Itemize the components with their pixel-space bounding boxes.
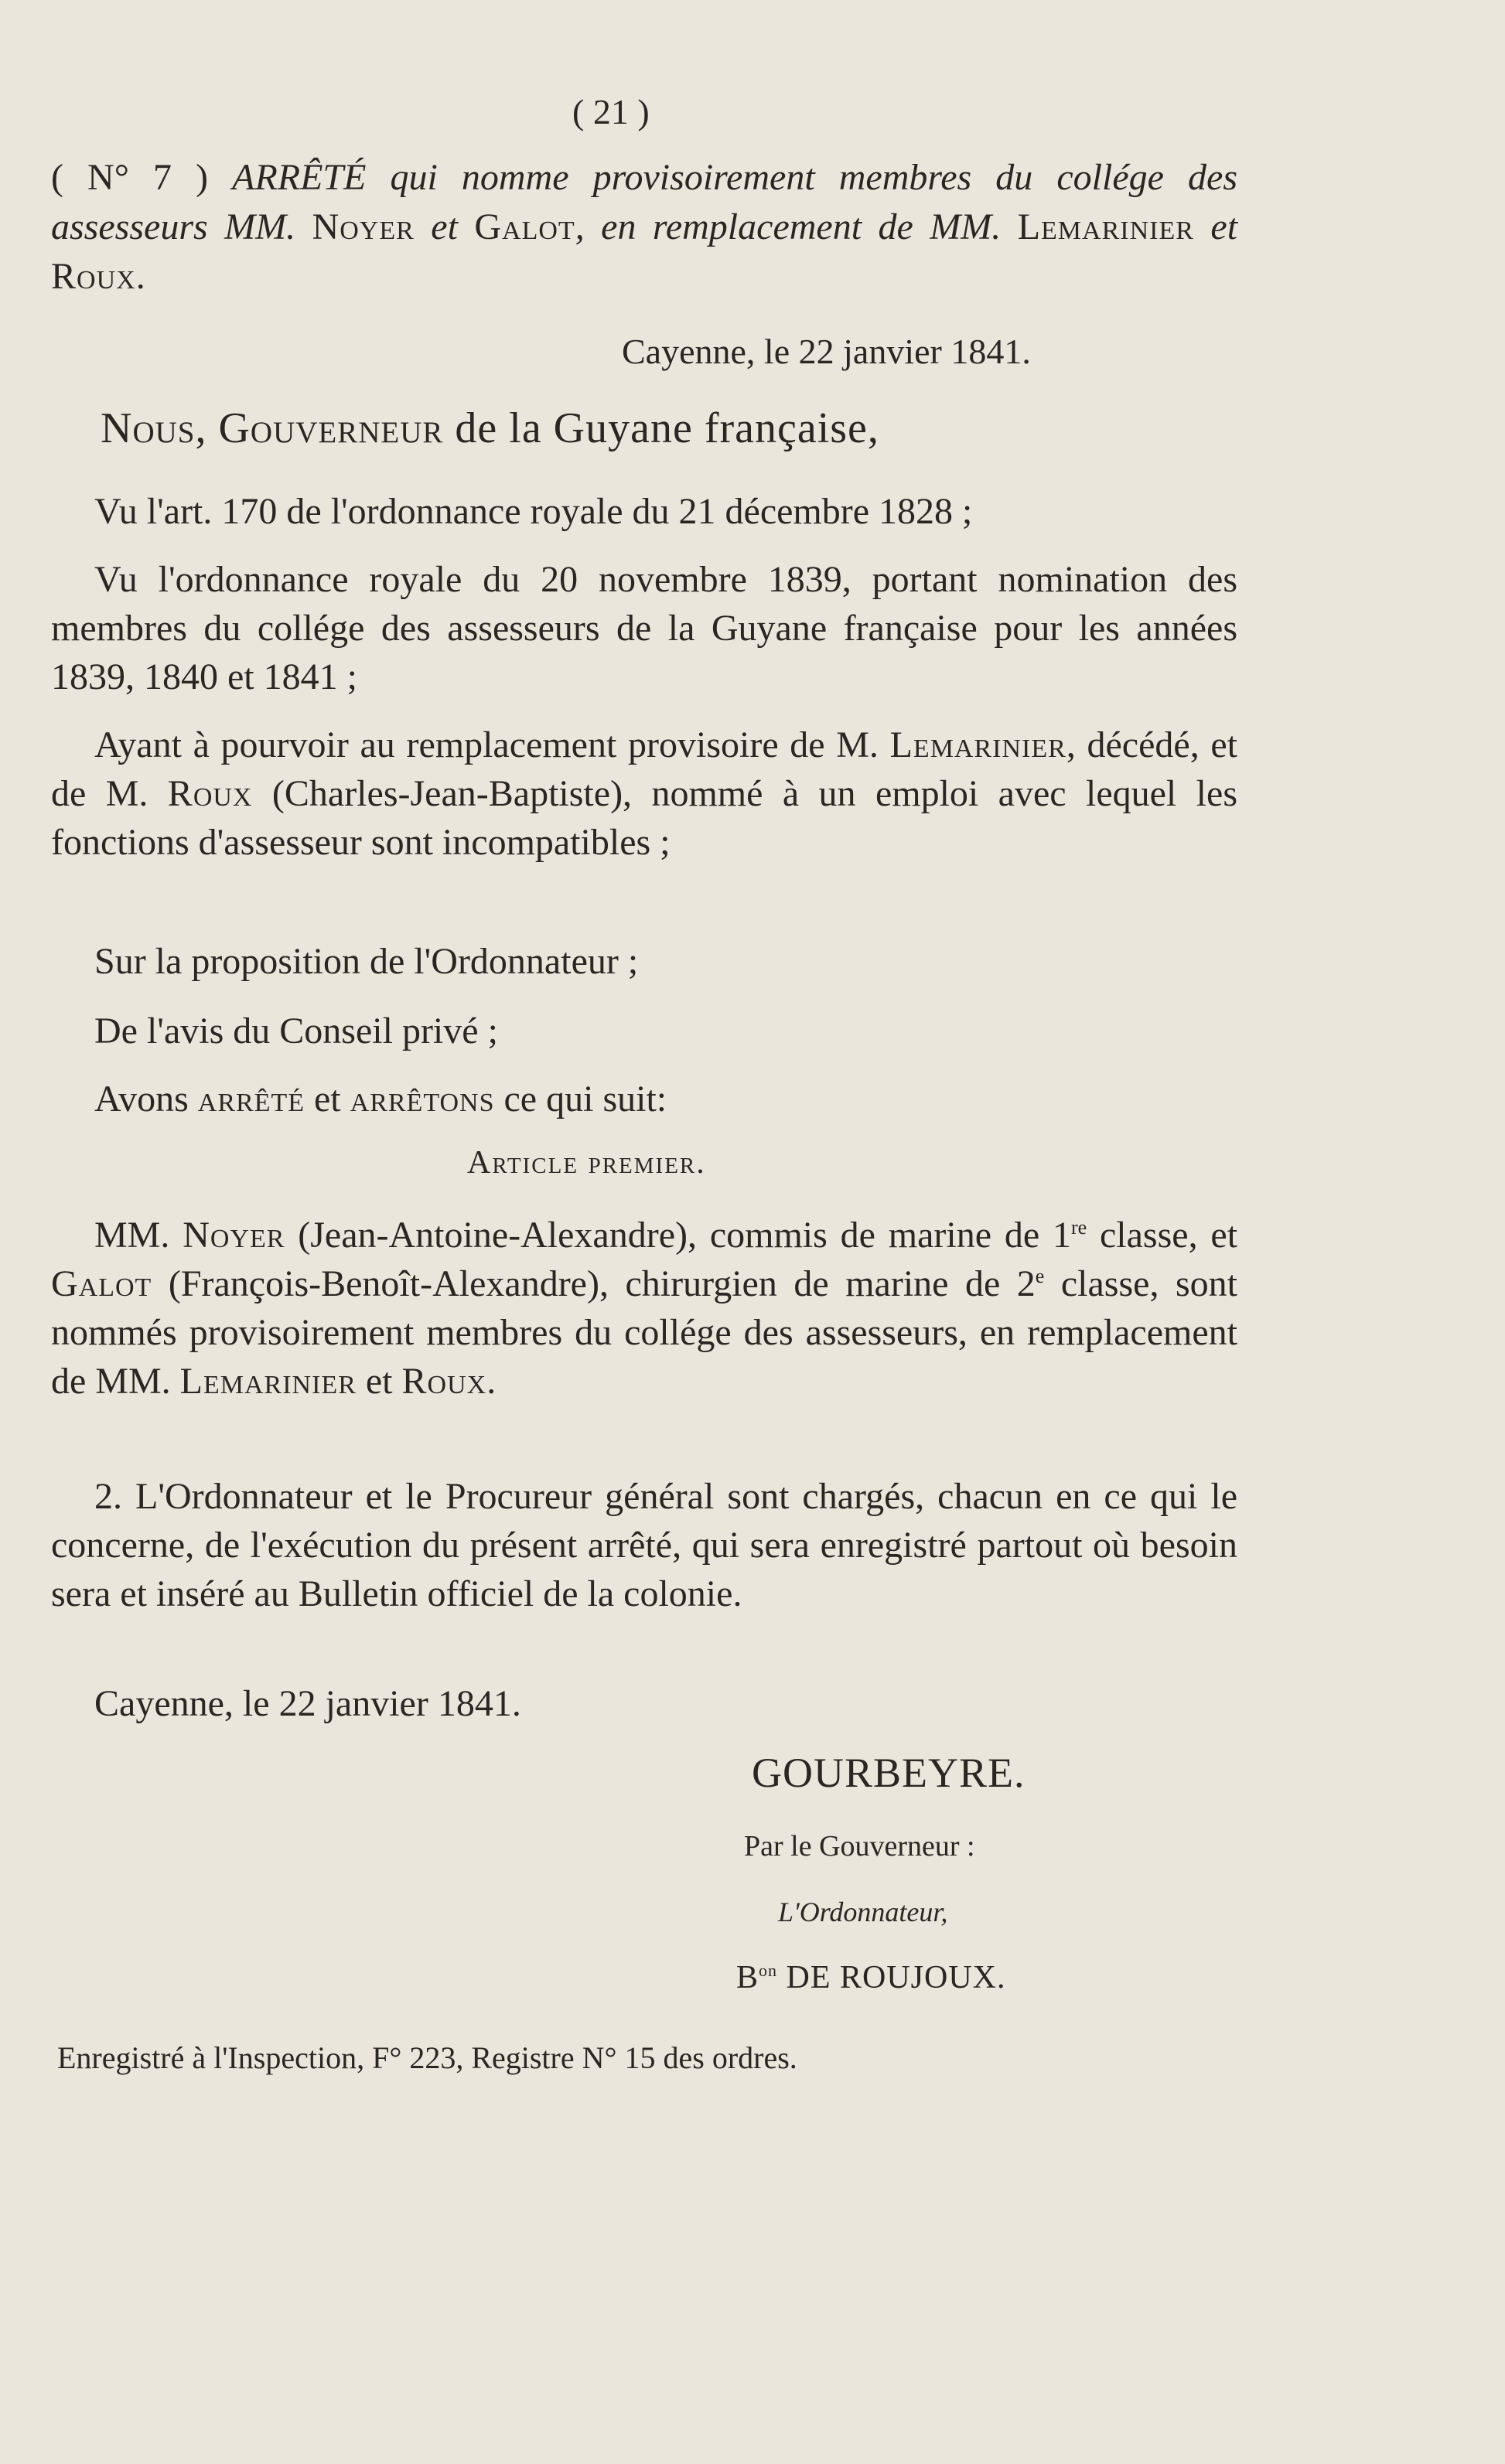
registration-note: Enregistré à l'Inspection, F° 223, Registre N° 15 des ordres. <box>57 2040 797 2075</box>
article1-text-3: (François-Benoît-Alexandre), chirurgien de marine de 2 <box>168 1263 1036 1304</box>
name-lemarinier: Lemarinier <box>1017 206 1194 247</box>
avons-text-2: ce qui suit: <box>503 1079 667 1120</box>
ayant-paragraph <box>51 721 1237 867</box>
article1-text-4: classe, sont nommés provisoirement membres du collége des assesseurs, en remplacement de MM. <box>51 1263 1237 1402</box>
article1-name-roux: Roux <box>401 1361 487 1402</box>
closing-date: Cayenne, le 22 janvier 1841. <box>94 1683 521 1724</box>
avons-et: et <box>314 1079 341 1120</box>
ayant-name-roux: Roux <box>167 773 253 814</box>
heading-end: . <box>135 256 145 297</box>
signature-gourbeyre: GOURBEYRE. <box>752 1750 1026 1796</box>
avons-arretons-word: arrêtons <box>350 1079 495 1120</box>
sur-proposition: Sur la proposition de l'Ordonnateur ; <box>94 941 639 982</box>
article1-text-2: classe, et <box>1099 1215 1238 1256</box>
article1-sup-2: e <box>1035 1265 1045 1287</box>
baron-name: DE ROUJOUX. <box>786 1960 1006 1995</box>
article1-name-noyer: Noyer <box>183 1215 285 1256</box>
preamble <box>101 404 879 453</box>
article1-mm: MM. <box>94 1215 170 1256</box>
ayant-name-lemarinier: Lemarinier <box>889 724 1066 765</box>
article-1 <box>51 1211 1237 1406</box>
article1-name-lemarinier: Lemarinier <box>179 1361 357 1402</box>
article1-text-1: (Jean-Antoine-Alexandre), commis de marine de 1 <box>298 1215 1071 1256</box>
vu-ordonnance: Vu l'ordonnance royale du 20 novembre 1839, portant nomination des membres du collége des assesseurs de la Guyane française pour les années 1839, 1840 et 1841 ; <box>51 559 1237 697</box>
decree-title-part-2: , en remplacement de MM. <box>575 206 1002 247</box>
avons-arrete-word: arrêté <box>197 1079 305 1120</box>
preamble-nous: Nous, <box>101 404 207 452</box>
avons-text: Avons <box>94 1079 189 1120</box>
article1-name-galot: Galot <box>51 1263 152 1304</box>
signature-roujoux <box>736 1959 1006 1996</box>
preamble-gouverneur: Gouverneur <box>218 404 444 452</box>
ayant-text-1: Ayant à pourvoir au remplacement provisoire de M. <box>94 724 879 765</box>
article1-text-6: . <box>486 1361 497 1402</box>
par-le-gouverneur: Par le Gouverneur : <box>744 1830 975 1862</box>
ayant-text-3: (Charles-Jean-Baptiste), nommé à un emploi avec lequel les fonctions d'assesseur sont incompatibles ; <box>51 773 1237 863</box>
ordonnateur-title: L'Ordonnateur, <box>778 1897 948 1927</box>
ayant-text-2: , décédé, et de M. <box>51 724 1238 814</box>
baron-abbr: B <box>736 1960 759 1995</box>
article1-text-5: et <box>365 1361 393 1402</box>
article-2: 2. L'Ordonnateur et le Procureur général sont chargés, chacun en ce qui le concerne, de l'exécution du présent arrêté, qui sera enregistré partout où besoin sera et inséré au Bulletin officiel de la colonie. <box>51 1476 1237 1614</box>
heading-et-2: et <box>1210 206 1238 247</box>
baron-sup: on <box>759 1961 778 1980</box>
avis-conseil: De l'avis du Conseil privé ; <box>94 1010 498 1051</box>
name-noyer: Noyer <box>312 206 415 247</box>
decree-number: ( N° 7 ) <box>51 157 209 198</box>
dateline: Cayenne, le 22 janvier 1841. <box>622 332 1031 371</box>
avons-arrete <box>51 1075 1237 1123</box>
heading-et-1: et <box>431 206 458 247</box>
decree-heading <box>51 153 1237 302</box>
name-galot: Galot <box>474 206 575 247</box>
vu-article: Vu l'art. 170 de l'ordonnance royale du 21 décembre 1828 ; <box>94 491 973 532</box>
article1-sup-1: re <box>1070 1216 1087 1239</box>
decree-title-part-1: ARRÊTÉ qui nomme provisoirement membres du collége des assesseurs MM. <box>51 157 1238 247</box>
page-number: ( 21 ) <box>572 92 650 131</box>
name-roux: Roux <box>51 256 136 297</box>
preamble-rest: de la Guyane française, <box>455 404 879 452</box>
article-title: Article premier. <box>467 1145 706 1181</box>
